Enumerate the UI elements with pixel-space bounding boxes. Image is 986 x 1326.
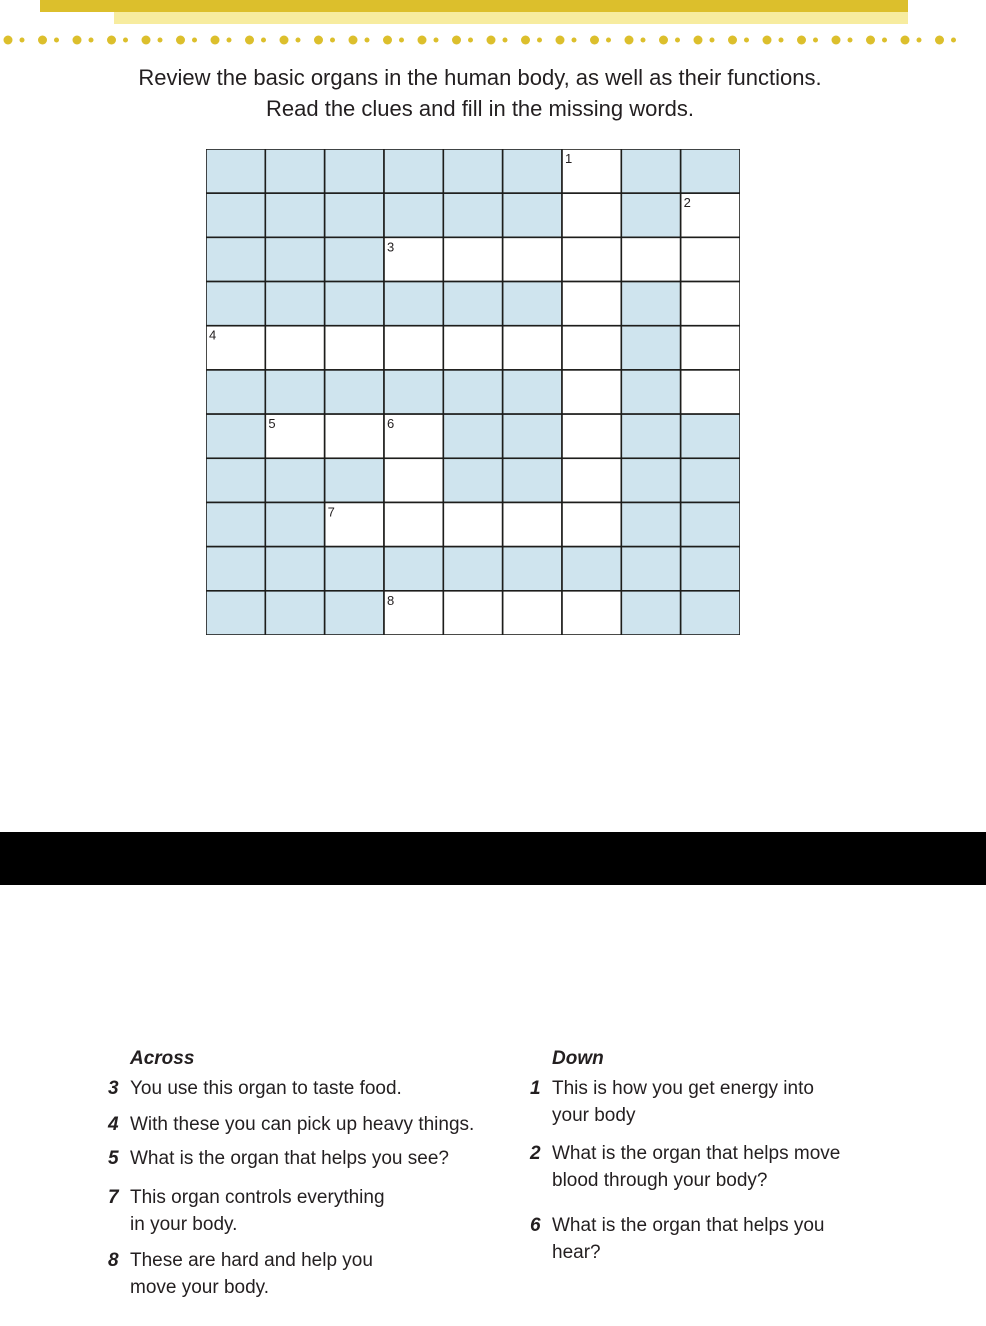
clue-text-line-2: your body: [552, 1105, 636, 1126]
dot: [728, 36, 737, 45]
blocked-cell: [503, 193, 562, 237]
clue-number-6: 6: [387, 416, 395, 432]
dot: [158, 38, 163, 43]
dot: [675, 38, 680, 43]
clue-text-line-1: This organ controls everything: [130, 1187, 385, 1208]
answer-cell[interactable]: [681, 282, 740, 326]
answer-cell[interactable]: [443, 502, 502, 546]
blocked-cell: [325, 237, 384, 281]
blocked-cell: [265, 547, 324, 591]
blocked-cell: [206, 414, 265, 458]
blocked-cell: [384, 547, 443, 591]
answer-cell[interactable]: [384, 458, 443, 502]
header-band-light: [114, 12, 908, 24]
header-band: [40, 0, 908, 12]
answer-cell[interactable]: [443, 237, 502, 281]
dot: [280, 36, 289, 45]
answer-cell[interactable]: [384, 502, 443, 546]
blocked-cell: [621, 502, 680, 546]
dot: [20, 38, 25, 43]
blocked-cell: [206, 458, 265, 502]
clue-text-line-2: hear?: [552, 1242, 601, 1263]
blocked-cell: [503, 414, 562, 458]
black-bar: [0, 832, 986, 885]
answer-cell[interactable]: [562, 237, 621, 281]
answer-cell[interactable]: [384, 326, 443, 370]
blocked-cell: [443, 193, 502, 237]
answer-cell[interactable]: [562, 193, 621, 237]
blocked-cell: [265, 502, 324, 546]
across-heading: Across: [130, 1048, 195, 1069]
dot: [314, 36, 323, 45]
blocked-cell: [503, 282, 562, 326]
blocked-cell: [206, 502, 265, 546]
blocked-cell: [621, 193, 680, 237]
clue-number-4: 4: [209, 327, 217, 343]
dot: [763, 36, 772, 45]
blocked-cell: [621, 591, 680, 635]
answer-cell[interactable]: [562, 282, 621, 326]
answer-cell[interactable]: [621, 237, 680, 281]
clue-number-7: 7: [327, 504, 335, 520]
blocked-cell: [206, 591, 265, 635]
blocked-cell: [265, 458, 324, 502]
dot: [176, 36, 185, 45]
crossword-grid[interactable]: [206, 149, 740, 635]
dot: [434, 38, 439, 43]
instructions-line-2: Read the clues and fill in the missing words.: [266, 96, 694, 121]
blocked-cell: [681, 149, 740, 193]
down-clue-6: [530, 1212, 825, 1266]
dot: [192, 38, 197, 43]
dot: [659, 36, 668, 45]
dot: [797, 36, 806, 45]
blocked-cell: [681, 458, 740, 502]
clue-number: 1: [530, 1078, 541, 1099]
clue-number: 2: [530, 1143, 541, 1164]
answer-cell[interactable]: [503, 326, 562, 370]
dot: [365, 38, 370, 43]
clue-text: With these you can pick up heavy things.: [130, 1114, 475, 1135]
blocked-cell: [325, 149, 384, 193]
across-clue-7: [108, 1184, 385, 1238]
dot: [951, 38, 956, 43]
dot: [556, 36, 565, 45]
blocked-cell: [443, 547, 502, 591]
blocked-cell: [621, 326, 680, 370]
blocked-cell: [503, 458, 562, 502]
blocked-cell: [681, 591, 740, 635]
dot: [38, 36, 47, 45]
blocked-cell: [206, 237, 265, 281]
dot: [866, 36, 875, 45]
blocked-cell: [443, 149, 502, 193]
dot: [261, 38, 266, 43]
dot: [641, 38, 646, 43]
across-clue-5: [108, 1145, 449, 1172]
clue-number: 7: [108, 1187, 119, 1208]
blocked-cell: [265, 591, 324, 635]
across-clue-8: [108, 1247, 373, 1301]
clue-number-3: 3: [387, 239, 395, 255]
clue-number-8: 8: [387, 592, 395, 608]
clue-text-line-1: What is the organ that helps you: [552, 1215, 825, 1236]
instructions-line-1: Review the basic organs in the human body, as well as their functions.: [138, 65, 822, 90]
blocked-cell: [206, 282, 265, 326]
dot: [89, 38, 94, 43]
dot: [537, 38, 542, 43]
dot: [468, 38, 473, 43]
blocked-cell: [384, 149, 443, 193]
clue-text-line-1: What is the organ that helps move: [552, 1143, 841, 1164]
clue-text-line-2: blood through your body?: [552, 1170, 768, 1191]
dot: [779, 38, 784, 43]
clue-number: 6: [530, 1215, 541, 1236]
blocked-cell: [443, 370, 502, 414]
dot: [452, 36, 461, 45]
blocked-cell: [503, 547, 562, 591]
across-clue-3: [108, 1075, 402, 1102]
blocked-cell: [621, 282, 680, 326]
instructions: [0, 62, 960, 124]
answer-cell[interactable]: [681, 237, 740, 281]
dot: [245, 36, 254, 45]
dot: [935, 36, 944, 45]
answer-cell[interactable]: [562, 502, 621, 546]
clue-text: You use this organ to taste food.: [130, 1078, 402, 1099]
clue-text: What is the organ that helps you see?: [130, 1148, 449, 1169]
clue-text-line-2: move your body.: [130, 1277, 270, 1298]
blocked-cell: [621, 547, 680, 591]
dotted-divider: [0, 30, 986, 50]
blocked-cell: [621, 370, 680, 414]
dot: [54, 38, 59, 43]
blocked-cell: [325, 547, 384, 591]
dot: [142, 36, 151, 45]
down-heading: Down: [552, 1048, 604, 1069]
dot: [744, 38, 749, 43]
blocked-cell: [384, 370, 443, 414]
blocked-cell: [384, 193, 443, 237]
blocked-cell: [681, 502, 740, 546]
clue-number-5: 5: [268, 416, 276, 432]
blocked-cell: [621, 458, 680, 502]
blocked-cell: [503, 149, 562, 193]
answer-cell[interactable]: [265, 326, 324, 370]
dot: [383, 36, 392, 45]
clue-number-1: 1: [565, 151, 573, 166]
clue-number-2: 2: [683, 195, 691, 211]
blocked-cell: [206, 547, 265, 591]
dot: [832, 36, 841, 45]
answer-cell[interactable]: [503, 237, 562, 281]
dot: [503, 38, 508, 43]
answer-cell[interactable]: [325, 414, 384, 458]
blocked-cell: [621, 149, 680, 193]
blocked-cell: [443, 414, 502, 458]
answer-cell[interactable]: [325, 326, 384, 370]
answer-cell[interactable]: [443, 326, 502, 370]
blocked-cell: [443, 282, 502, 326]
blocked-cell: [265, 149, 324, 193]
dot: [227, 38, 232, 43]
dot: [901, 36, 910, 45]
dot: [521, 36, 530, 45]
clue-text-line-1: These are hard and help you: [130, 1250, 373, 1271]
clue-text-line-1: This is how you get energy into: [552, 1078, 814, 1099]
blocked-cell: [384, 282, 443, 326]
answer-cell[interactable]: [562, 591, 621, 635]
dot: [590, 36, 599, 45]
dot: [572, 38, 577, 43]
down-clue-2: [530, 1140, 841, 1194]
dot: [625, 36, 634, 45]
dot: [107, 36, 116, 45]
answer-cell[interactable]: [562, 414, 621, 458]
answer-cell[interactable]: [443, 591, 502, 635]
clue-number: 4: [108, 1114, 119, 1135]
answer-cell[interactable]: [503, 502, 562, 546]
dot: [882, 38, 887, 43]
dot: [710, 38, 715, 43]
blocked-cell: [206, 370, 265, 414]
blocked-cell: [443, 458, 502, 502]
blocked-cell: [325, 193, 384, 237]
blocked-cell: [325, 458, 384, 502]
blocked-cell: [206, 193, 265, 237]
dot: [694, 36, 703, 45]
down-clue-1: [530, 1075, 814, 1129]
answer-cell[interactable]: [562, 326, 621, 370]
dot: [813, 38, 818, 43]
blocked-cell: [325, 591, 384, 635]
blocked-cell: [265, 282, 324, 326]
clue-text-line-2: in your body.: [130, 1214, 238, 1235]
dot: [296, 38, 301, 43]
across-clue-4: [108, 1111, 475, 1138]
blocked-cell: [325, 370, 384, 414]
answer-cell[interactable]: [562, 458, 621, 502]
dot: [917, 38, 922, 43]
dot: [4, 36, 13, 45]
blocked-cell: [206, 149, 265, 193]
blocked-cell: [681, 547, 740, 591]
answer-cell[interactable]: [681, 370, 740, 414]
blocked-cell: [265, 193, 324, 237]
clue-number: 5: [108, 1148, 119, 1169]
blocked-cell: [325, 282, 384, 326]
dot: [399, 38, 404, 43]
dot: [123, 38, 128, 43]
blocked-cell: [681, 414, 740, 458]
blocked-cell: [503, 370, 562, 414]
blocked-cell: [621, 414, 680, 458]
dot: [848, 38, 853, 43]
blocked-cell: [265, 237, 324, 281]
dot: [349, 36, 358, 45]
answer-cell[interactable]: [681, 326, 740, 370]
dot: [606, 38, 611, 43]
dot: [73, 36, 82, 45]
clue-number: 3: [108, 1078, 119, 1099]
dot: [418, 36, 427, 45]
answer-cell[interactable]: [503, 591, 562, 635]
answer-cell[interactable]: [562, 370, 621, 414]
blocked-cell: [562, 547, 621, 591]
dot: [330, 38, 335, 43]
dot: [487, 36, 496, 45]
clue-number: 8: [108, 1250, 119, 1271]
dot: [211, 36, 220, 45]
blocked-cell: [265, 370, 324, 414]
